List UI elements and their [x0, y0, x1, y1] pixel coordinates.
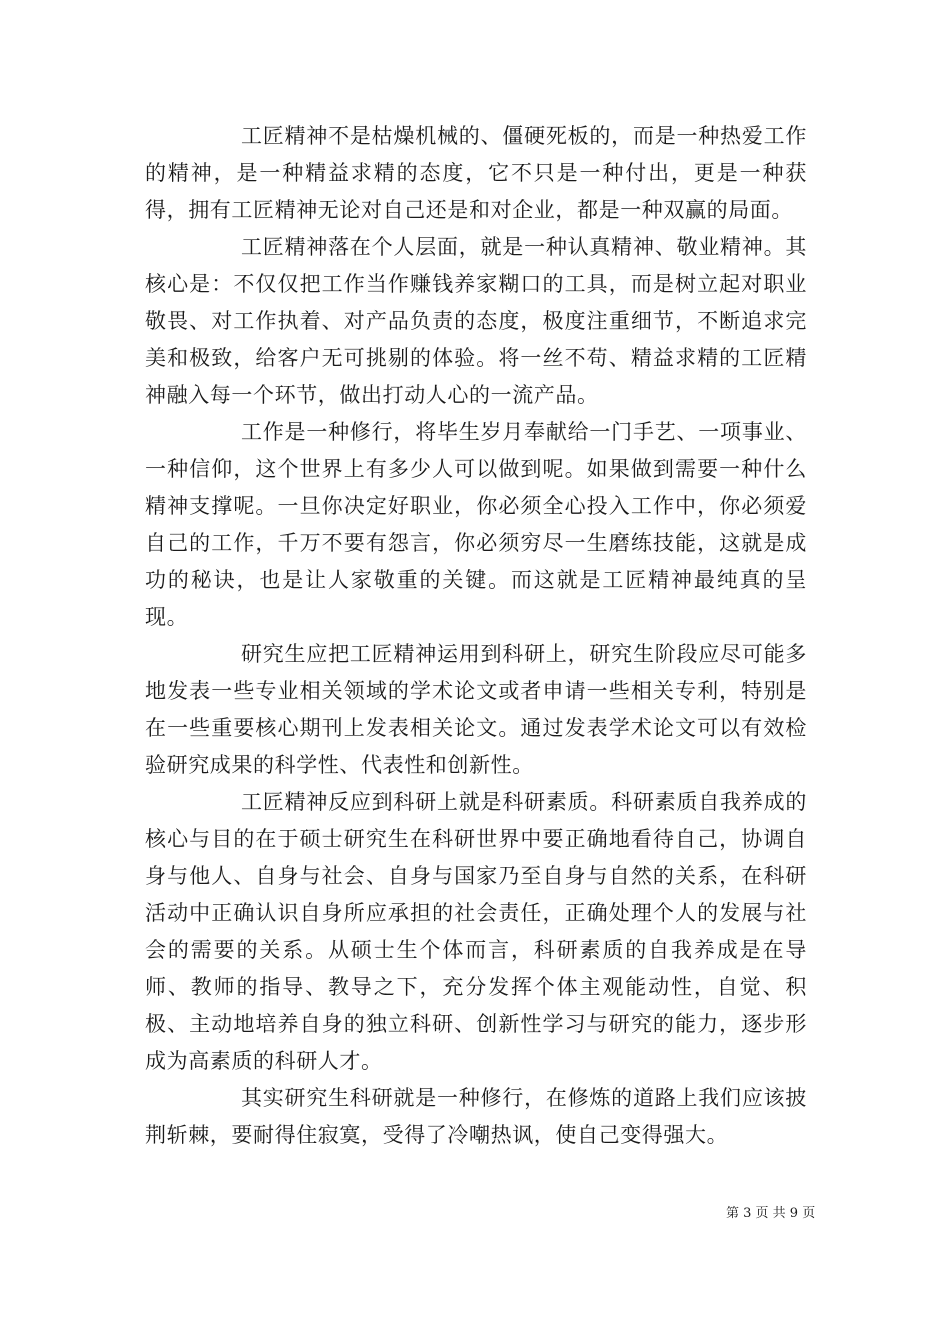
paragraph-2: 工匠精神落在个人层面，就是一种认真精神、敬业精神。其核心是：不仅仅把工作当作赚钱养家糊口的工具，而是树立起对职业敬畏、对工作执着、对产品负责的态度，极度注重细节，不断追求完美和极致，给客户无可挑剔的体验。将一丝不苟、精益求精的工匠精神融入每一个环节，做出打动人心的一流产品。 — [145, 235, 807, 407]
paragraph-3: 工作是一种修行，将毕生岁月奉献给一门手艺、一项事业、一种信仰，这个世界上有多少人可以做到呢。如果做到需要一种什么精神支撑呢。一旦你决定好职业，你必须全心投入工作中，你必须爱自己的工作，千万不要有怨言，你必须穷尽一生磨练技能，这就是成功的秘诀，也是让人家敬重的关键。而这就是工匠精神最纯真的呈现。 — [145, 420, 807, 629]
paragraph-1: 工匠精神不是枯燥机械的、僵硬死板的，而是一种热爱工作的精神，是一种精益求精的态度，它不只是一种付出，更是一种获得，拥有工匠精神无论对自己还是和对企业，都是一种双赢的局面。 — [145, 124, 807, 222]
document-body — [145, 118, 807, 1154]
page-number-footer: 第 3 页 共 9 页 — [726, 1206, 816, 1221]
paragraph-5: 工匠精神反应到科研上就是科研素质。科研素质自我养成的核心与目的在于硕士研究生在科研世界中要正确地看待自己，协调自身与他人、自身与社会、自身与国家乃至自身与自然的关系，在科研活动中正确认识自身所应承担的社会责任，正确处理个人的发展与社会的需要的关系。从硕士生个体而言，科研素质的自我养成是在导师、教师的指导、教导之下，充分发挥个体主观能动性，自觉、积极、主动地培养自身的独立科研、创新性学习与研究的能力，逐步形成为高素质的科研人才。 — [145, 790, 807, 1073]
paragraph-6: 其实研究生科研就是一种修行，在修炼的道路上我们应该披荆斩棘，要耐得住寂寞，受得了冷嘲热讽，使自己变得强大。 — [145, 1086, 807, 1147]
paragraph-4: 研究生应把工匠精神运用到科研上，研究生阶段应尽可能多地发表一些专业相关领域的学术论文或者申请一些相关专利，特别是在一些重要核心期刊上发表相关论文。通过发表学术论文可以有效检验研究成果的科学性、代表性和创新性。 — [145, 642, 807, 777]
